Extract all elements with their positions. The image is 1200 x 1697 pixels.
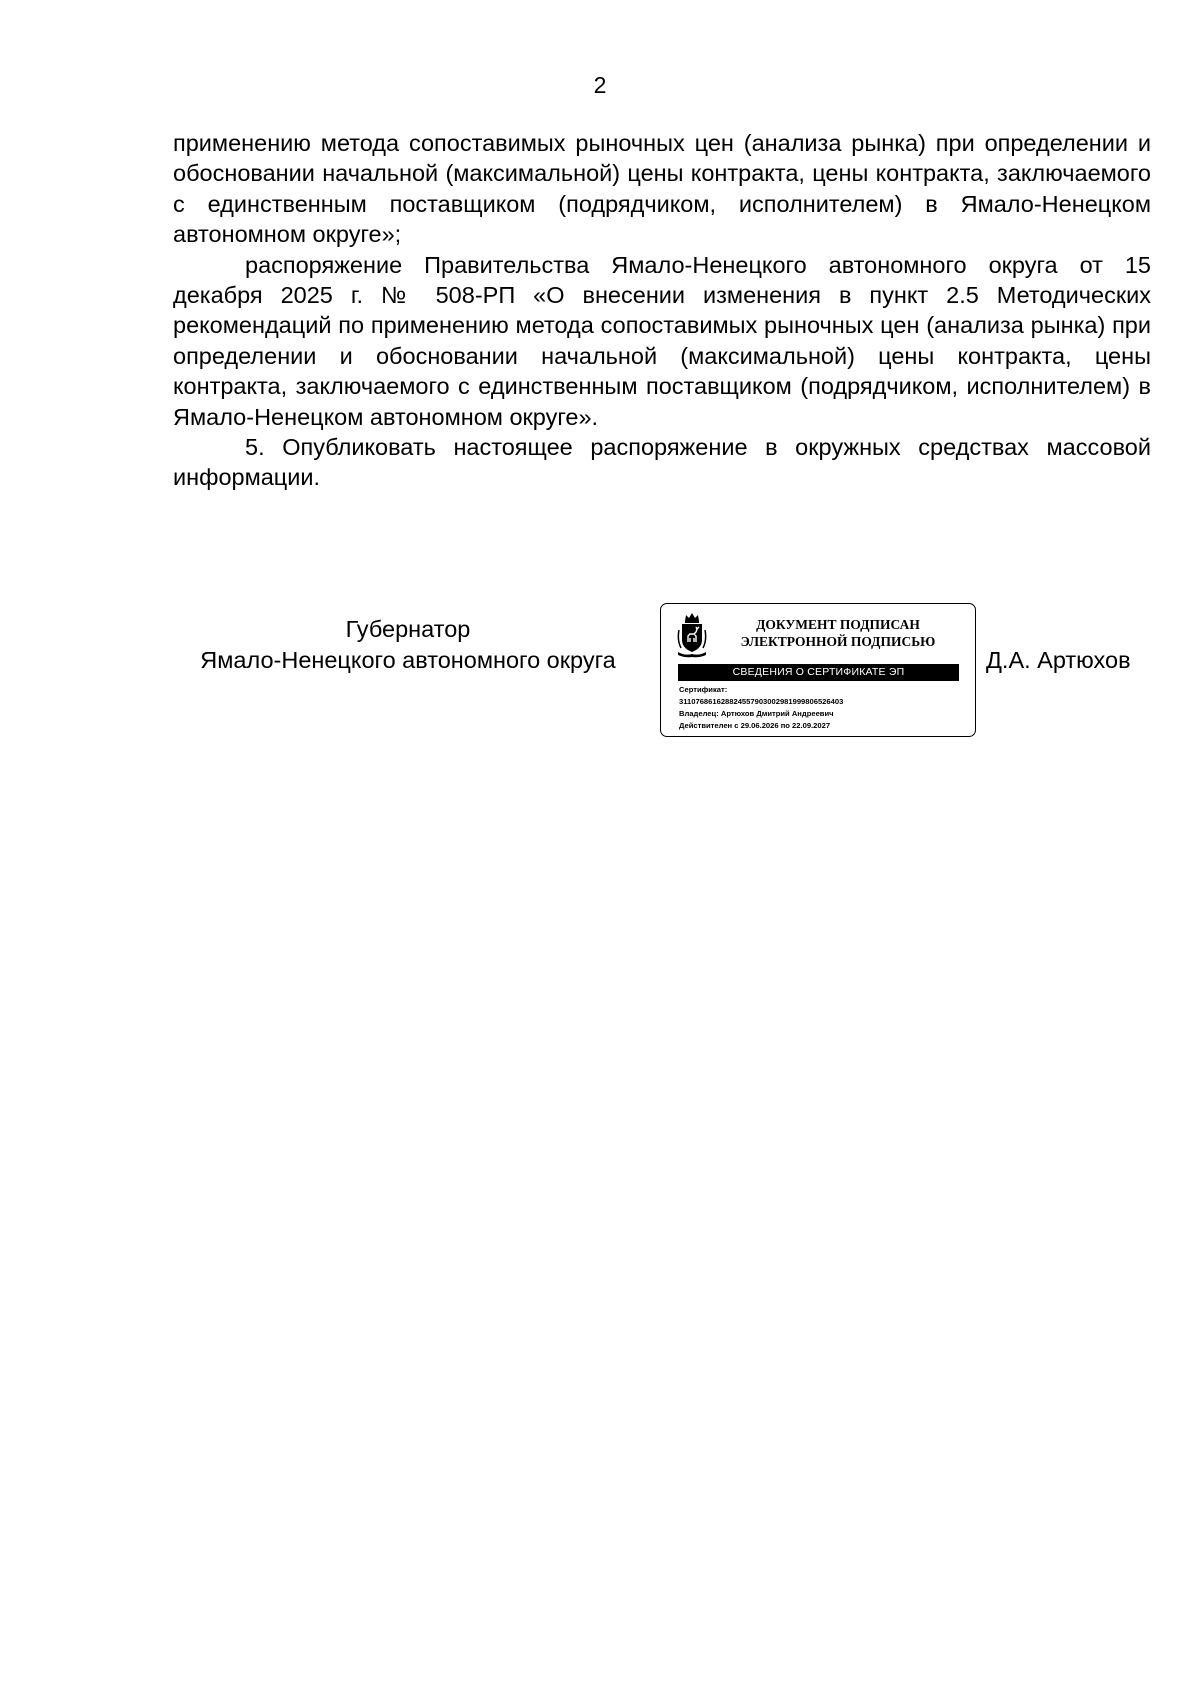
paragraph-order-reference: распоряжение Правительства Ямало-Ненецкого автономного округа от 15 декабря 2025 г. № 508-РП «О внесении изменения в пункт 2.5 Методических рекомендаций по применению метода сопоставимых рыночных цен (анализа рынка) при определении и обосновании начальной (максимальной) цены контракта, цены контракта, заключаемого с единственным поставщиком (подрядчиком, исполнителем) в Ямало-Ненецком автономном округе».	[173, 251, 1151, 430]
stamp-heading-line1: ДОКУМЕНТ ПОДПИСАН	[756, 617, 920, 632]
certificate-info-bar: СВЕДЕНИЯ О СЕРТИФИКАТЕ ЭП	[678, 664, 959, 681]
certificate-details	[679, 684, 969, 732]
paragraph-item-5: 5. Опубликовать настоящее распоряжение в окружных средствах массовой информации.	[173, 434, 1151, 491]
signatory-name: Д.А. Артюхов	[986, 647, 1131, 673]
signatory-title	[173, 614, 643, 676]
stamp-heading-line2: ЭЛЕКТРОННОЙ ПОДПИСЬЮ	[740, 634, 936, 649]
paragraph-continuation: применению метода сопоставимых рыночных цен (анализа рынка) при определении и обосновании начальной (максимальной) цены контракта, цены контракта, заключаемого с единственным поставщиком (подрядчиком, исполнителем) в Ямало-Ненецком автономном округе»;	[173, 130, 1151, 248]
document-body	[173, 128, 1151, 493]
signatory-position: Губернатор	[345, 616, 471, 642]
electronic-signature-stamp	[660, 603, 976, 737]
certificate-owner: Владелец: Артюхов Дмитрий Андреевич	[679, 709, 834, 718]
certificate-number: 311076861628824557903002981999806526403	[679, 697, 844, 706]
stamp-heading	[713, 616, 963, 650]
signatory-region: Ямало-Ненецкого автономного округа	[200, 647, 616, 673]
page-number: 2	[593, 72, 607, 98]
certificate-validity: Действителен с 29.06.2026 по 22.09.2027	[679, 721, 831, 730]
coat-of-arms-icon	[677, 612, 707, 658]
certificate-label: Сертификат:	[679, 685, 728, 694]
